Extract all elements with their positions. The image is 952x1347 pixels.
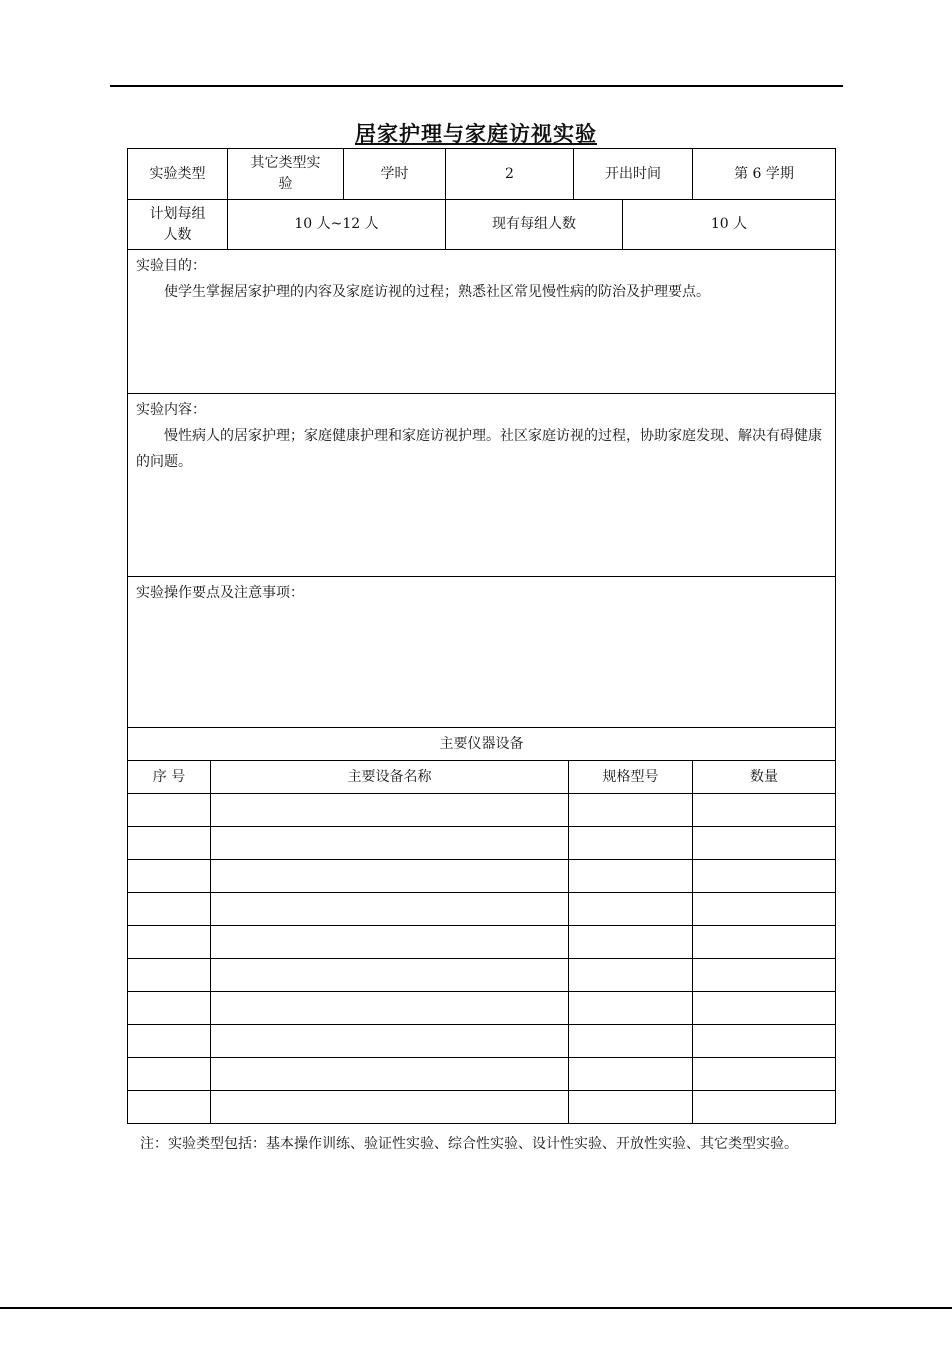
table-cell	[127, 892, 211, 926]
equipment-col-quantity: 数量	[692, 760, 836, 794]
purpose-text: 使学生掌握居家护理的内容及家庭访视的过程；熟悉社区常见慢性病的防治及护理要点。	[164, 284, 710, 300]
table-cell	[568, 1057, 693, 1091]
table-cell	[127, 991, 211, 1025]
table-cell	[210, 892, 569, 926]
table-cell	[127, 925, 211, 959]
planned-group-size-value: 10 人~12 人	[227, 199, 446, 250]
table-cell	[127, 826, 211, 860]
equipment-heading: 主要仪器设备	[127, 727, 836, 761]
operation-section	[127, 576, 836, 728]
table-cell	[692, 1090, 836, 1124]
equipment-col-model: 规格型号	[568, 760, 693, 794]
table-cell	[210, 1090, 569, 1124]
operation-label: 实验操作要点及注意事项：	[136, 585, 304, 601]
current-group-size-value: 10 人	[622, 199, 836, 250]
table-cell	[568, 859, 693, 893]
content-text: 慢性病人的居家护理；家庭健康护理和家庭访视护理。社区家庭访视的过程，协助家庭发现、解决有碍健康的问题。	[136, 428, 822, 470]
table-cell	[692, 859, 836, 893]
table-cell	[127, 1057, 211, 1091]
planned-group-size-label	[127, 199, 228, 250]
purpose-label: 实验目的：	[136, 258, 206, 274]
table-cell	[568, 958, 693, 992]
content-section	[127, 393, 836, 577]
table-cell	[692, 925, 836, 959]
table-cell	[692, 826, 836, 860]
table-cell	[568, 826, 693, 860]
table-cell	[692, 793, 836, 827]
table-cell	[210, 958, 569, 992]
table-cell	[568, 892, 693, 926]
footnote: 注：实验类型包括：基本操作训练、验证性实验、综合性实验、设计性实验、开放性实验、其它类型实验。	[140, 1136, 798, 1152]
table-cell	[210, 925, 569, 959]
table-cell	[210, 1024, 569, 1058]
table-cell	[692, 958, 836, 992]
content-label: 实验内容：	[136, 402, 206, 418]
table-cell	[692, 892, 836, 926]
table-cell	[127, 958, 211, 992]
table-cell	[127, 859, 211, 893]
planned-group-size-text: 计划每组人数	[149, 205, 206, 243]
table-cell	[127, 793, 211, 827]
hours-label: 学时	[343, 148, 446, 200]
equipment-col-name: 主要设备名称	[210, 760, 569, 794]
table-cell	[568, 1024, 693, 1058]
equipment-col-index: 序 号	[127, 760, 211, 794]
table-cell	[210, 1057, 569, 1091]
experiment-type-text: 其它类型实验	[250, 155, 321, 192]
table-cell	[568, 793, 693, 827]
purpose-section	[127, 249, 836, 394]
table-cell	[127, 1024, 211, 1058]
table-cell	[210, 859, 569, 893]
current-group-size-label: 现有每组人数	[445, 199, 623, 250]
table-cell	[692, 1057, 836, 1091]
table-cell	[568, 925, 693, 959]
table-cell	[692, 1024, 836, 1058]
table-cell	[210, 826, 569, 860]
page-title: 居家护理与家庭访视实验	[355, 121, 597, 146]
term-label: 开出时间	[573, 148, 693, 200]
table-cell	[210, 793, 569, 827]
table-cell	[568, 1090, 693, 1124]
hours-value: 2	[445, 148, 574, 200]
experiment-type-label: 实验类型	[127, 148, 228, 200]
header-rule	[110, 85, 843, 87]
footer-rule	[0, 1307, 952, 1309]
table-cell	[210, 991, 569, 1025]
table-cell	[127, 1090, 211, 1124]
table-cell	[692, 991, 836, 1025]
experiment-type-value	[227, 148, 344, 200]
table-cell	[568, 991, 693, 1025]
term-value: 第 6 学期	[692, 148, 836, 200]
